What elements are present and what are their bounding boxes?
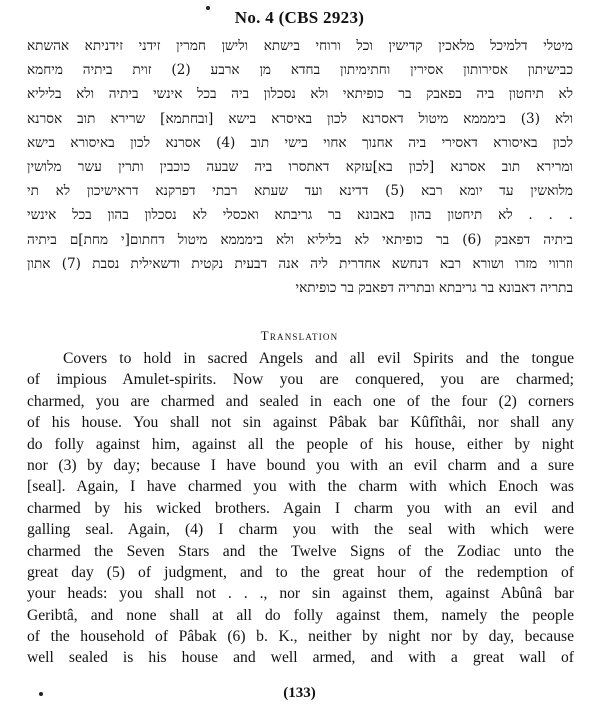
translation-line: Geribtâ, and none shall at all do folly against them, namely the people bbox=[27, 606, 574, 624]
page-number: (133) bbox=[283, 685, 316, 701]
aramaic-line: . . . לא תיחטון בהון באבונא בר גריבתא ואכסלי לא נסכלון בהון בכל אינשי bbox=[27, 207, 573, 224]
translation-line: [seal]. Again, I have charmed you with the charm with which Enoch was bbox=[27, 478, 574, 496]
translation-line: galling seal. Again, (4) I charm you with the seal with which were bbox=[27, 521, 574, 539]
translation-line: nor (3) by day; because I have bound you with an evil charm and a sure bbox=[27, 456, 574, 474]
translation-line: of impious Amulet-spirits. Now you are conquered, you are charmed; bbox=[27, 371, 574, 389]
document-title: No. 4 (CBS 2923) bbox=[234, 8, 365, 27]
translation-line: of his house. You shall not sin against Pâbak bar Kûfîthâi, nor shall any bbox=[27, 414, 574, 432]
translation-line: your heads: you shall not . . ., nor sin against them, against Abûnâ bar bbox=[27, 585, 574, 603]
translation-line: great day (5) of judgment, and to the great hour of the redemption of bbox=[27, 563, 574, 581]
translation-line: do folly against him, against all the people of his house, either by night bbox=[27, 435, 574, 453]
translation-line: charmed by his wicked brothers. Again I charm you with an evil and bbox=[27, 499, 574, 517]
aramaic-line: לא תיחטון ביה בפאבק בר כופיתאי ולא נסכלון ביה בכל אינשי ביתיה ולא בליליא bbox=[27, 86, 573, 103]
translation-line: well sealed is his house and well armed, and with a great wall of bbox=[27, 649, 574, 667]
aramaic-text-block bbox=[27, 34, 573, 300]
aramaic-line: כבישיתון אסירותון אסירין וחתימיתון בחדא מן ארבע (2) זוית ביתיה מיחמא bbox=[27, 62, 573, 79]
aramaic-line: ולא (3) בימממא מיטול דאסרנא לכון באיסרא בישא [ובחתמא] שרירא תוב אסרנא bbox=[27, 110, 573, 127]
aramaic-line: ומרירא תוב אסרנא [לכון בא]עזקא דאתסרו ביה שבעה כוכבין ותרין עשר מלושין bbox=[27, 158, 573, 175]
aramaic-line: מלואשין עד יומא רבא (5) דדינא ועד שעתא רבתי דפרקנא דראישיכון לא תי bbox=[27, 183, 573, 200]
translation-line: Covers to hold in sacred Angels and all evil Spirits and the tongue bbox=[63, 350, 574, 367]
translation-line: charmed the Seven Stars and the Twelve Signs of the Zodiac unto the bbox=[27, 542, 574, 560]
aramaic-line: לכון באיסורא דאסירי ביה אחנוך אחוי בישי תוב (4) אסרנא לכון באיסורא בישא bbox=[27, 134, 573, 151]
translation-line: charmed, you are charmed and sealed in each one of the four (2) corners bbox=[27, 392, 574, 410]
aramaic-line: ביתיה דפאבק (6) בר כופיתאי לא בליליא ולא בימממא מיטול דחתום[י מחת]ם ביתיה bbox=[27, 231, 573, 248]
aramaic-line: מיטלי דלמיכל מלאכין קדישין וכל ורוחי בישתא ולישן חמרין זידני זידניתא אהשתא bbox=[27, 38, 573, 54]
aramaic-line: וזרווי מזרו ושורא רבא דנחשא אחדרית ליה אנה דבעית נקטית ודשאילית נסבת (7) אתון bbox=[27, 255, 573, 272]
aramaic-line-last: בתריה דאבונא בר גריבתא ובתריה דפאבק בר כופיתאי bbox=[295, 279, 573, 296]
translation-text-block bbox=[27, 348, 574, 669]
translation-line: of the household of Pâbak (6) b. K., neither by night nor by day, because bbox=[27, 628, 574, 646]
translation-heading: Translation bbox=[260, 328, 339, 343]
